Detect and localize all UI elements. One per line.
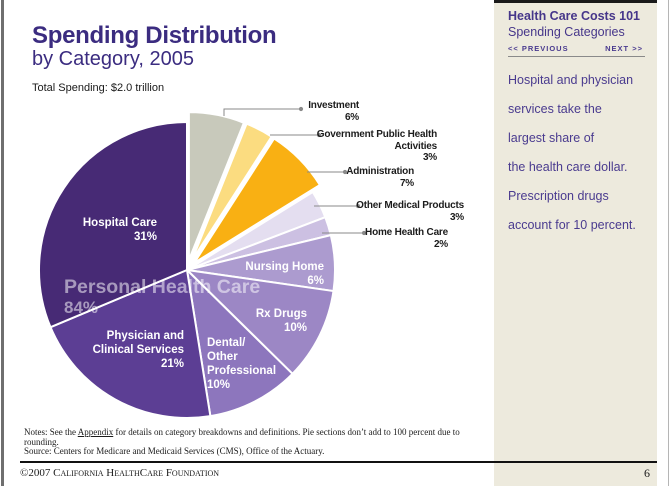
- sidebar-body: [508, 66, 649, 240]
- pie-label-line: 21%: [160, 358, 184, 370]
- nav-divider: [508, 56, 645, 57]
- pie-label-line: Clinical Services: [92, 344, 184, 356]
- notes: [24, 427, 484, 447]
- leader-dot-investment: [299, 107, 303, 111]
- sidebar-body-line: Hospital and physician: [508, 73, 634, 87]
- pie-label-line: Hospital Care: [82, 217, 157, 229]
- sidebar-title: Health Care Costs 101: [508, 9, 641, 23]
- sidebar-body-line: largest share of: [508, 131, 595, 145]
- leader-line-investment: [224, 109, 301, 116]
- sidebar-body-line: account for 10 percent.: [508, 218, 636, 232]
- total-spending-label: Total Spending: $2.0 trillion: [32, 82, 165, 94]
- leader-dot-administration: [343, 170, 347, 174]
- pie-label-line: Activities: [394, 140, 437, 152]
- pie-label-line: Investment: [308, 100, 359, 111]
- pie-label-line: 6%: [344, 111, 359, 123]
- pie-label-line: Rx Drugs: [255, 308, 307, 320]
- notes-text-cont: for details on category breakdowns and definitions. Pie sections don’t add to 100 percent due to rounding.: [24, 427, 460, 447]
- pie-label-line: 7%: [399, 177, 414, 189]
- pager-nav: [508, 44, 643, 53]
- overlay-title: Personal Health Care: [64, 276, 261, 298]
- pie-label-line: Professional: [207, 365, 277, 377]
- pie-label-line: Dental/: [207, 337, 246, 349]
- appendix-link[interactable]: Appendix: [77, 427, 114, 437]
- sidebar-body-line: services take the: [508, 102, 602, 116]
- leader-dot-home_health: [362, 231, 366, 235]
- next-link[interactable]: NEXT >>: [605, 44, 643, 53]
- notes-text: Notes: See the: [24, 427, 78, 437]
- page-title: Spending Distribution: [32, 22, 277, 49]
- sidebar-top-border: [494, 0, 657, 3]
- copyright: ©2007 California HealthCare Foundation: [20, 467, 220, 479]
- sidebar: [494, 0, 657, 486]
- pie-label-line: Other Medical Products: [356, 200, 464, 211]
- page-number: 6: [644, 466, 650, 480]
- pie-label-line: Administration: [346, 166, 414, 177]
- main-content: [4, 0, 494, 486]
- pie-label-line: Other: [207, 351, 238, 363]
- previous-link[interactable]: << PREVIOUS: [508, 44, 569, 53]
- overlay-percent: 84%: [64, 298, 99, 317]
- sidebar-subtitle: Spending Categories: [508, 25, 625, 39]
- pie-label-line: Nursing Home: [245, 261, 324, 273]
- pie-label-line: Physician and: [106, 330, 184, 342]
- pie-label-line: 3%: [449, 211, 464, 223]
- pie-label-line: 10%: [207, 379, 231, 391]
- leader-dot-other_medical: [356, 204, 360, 208]
- pie-label-line: 3%: [422, 152, 437, 163]
- pie-label-line: 31%: [133, 231, 157, 243]
- pie-label-line: 6%: [307, 275, 324, 287]
- pie-label-line: 2%: [433, 238, 448, 250]
- page-subtitle: by Category, 2005: [32, 48, 194, 70]
- pie-label-line: Home Health Care: [365, 227, 448, 238]
- source-note: Source: Centers for Medicare and Medicaid Services (CMS), Office of the Actuary.: [24, 446, 325, 456]
- footer-divider: [20, 461, 657, 463]
- pie-label-line: 10%: [283, 322, 307, 334]
- sidebar-body-line: Prescription drugs: [508, 189, 609, 203]
- sidebar-body-line: the health care dollar.: [508, 160, 628, 174]
- pie-label-line: Government Public Health: [316, 129, 437, 140]
- leader-dot-gov_public_health: [317, 133, 321, 137]
